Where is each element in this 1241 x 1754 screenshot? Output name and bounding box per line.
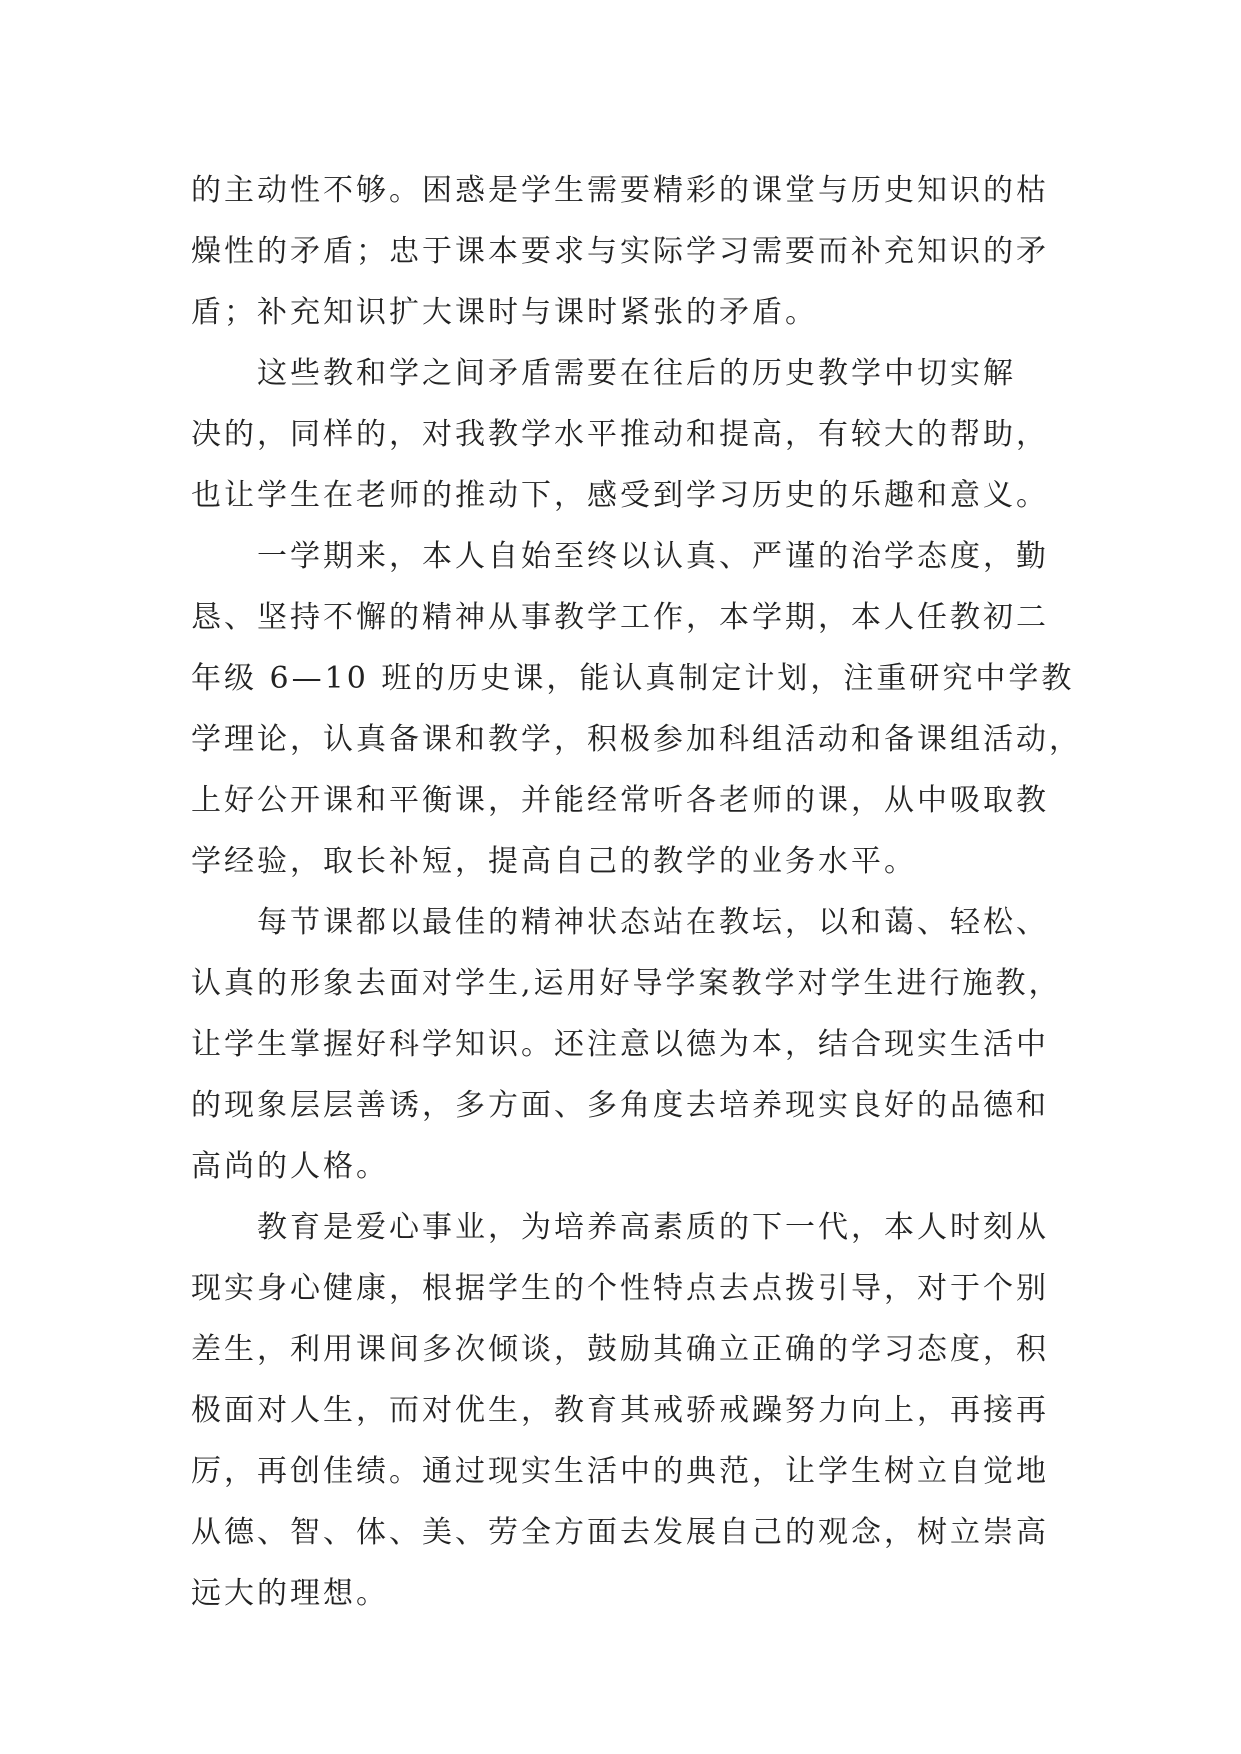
- text-line: 让学生掌握好科学知识。还注意以德为本，结合现实生活中: [191, 1027, 1049, 1062]
- text-line: 认真的形象去面对学生,运用好导学案教学对学生进行施教，: [191, 966, 1062, 1001]
- text-line: 学经验，取长补短，提高自己的教学的业务水平。: [191, 844, 917, 879]
- text-line: 恳、坚持不懈的精神从事教学工作，本学期，本人任教初二: [191, 600, 1049, 635]
- text-line: 极面对人生，而对优生，教育其戒骄戒躁努力向上，再接再: [191, 1393, 1049, 1428]
- text-line: 也让学生在老师的推动下，感受到学习历史的乐趣和意义。: [191, 478, 1049, 513]
- text-line: 决的，同样的，对我教学水平推动和提高，有较大的帮助，: [191, 417, 1049, 452]
- text-line: 远大的理想。: [191, 1576, 389, 1611]
- paragraph-1: [191, 160, 1051, 343]
- text-line: 学理论，认真备课和教学，积极参加科组活动和备课组活动，: [191, 722, 1082, 757]
- text-line: 差生，利用课间多次倾谈，鼓励其确立正确的学习态度，积: [191, 1332, 1049, 1367]
- text-line: 这些教和学之间矛盾需要在往后的历史教学中切实解: [257, 356, 1016, 391]
- text-line: 高尚的人格。: [191, 1149, 389, 1184]
- text-line: 从德、智、体、美、劳全方面去发展自己的观念，树立崇高: [191, 1515, 1049, 1550]
- text-line: 的主动性不够。困惑是学生需要精彩的课堂与历史知识的枯: [191, 173, 1049, 208]
- text-line: 盾；补充知识扩大课时与课时紧张的矛盾。: [191, 295, 818, 330]
- paragraph-4: [191, 892, 1062, 1197]
- text-line: 的现象层层善诱，多方面、多角度去培养现实良好的品德和: [191, 1088, 1049, 1123]
- text-line: 厉，再创佳绩。通过现实生活中的典范，让学生树立自觉地: [191, 1454, 1049, 1489]
- text-line: 燥性的矛盾；忠于课本要求与实际学习需要而补充知识的矛: [191, 234, 1049, 269]
- paragraph-3: [191, 526, 1082, 892]
- text-line: 年级 6—10 班的历史课，能认真制定计划，注重研究中学教: [191, 661, 1075, 696]
- text-line: 现实身心健康，根据学生的个性特点去点拨引导，对于个别: [191, 1271, 1049, 1306]
- text-line: 教育是爱心事业，为培养高素质的下一代，本人时刻从: [257, 1210, 1049, 1245]
- body-text: [191, 160, 1082, 1624]
- paragraph-5: [191, 1197, 1051, 1624]
- text-line: 每节课都以最佳的精神状态站在教坛，以和蔼、轻松、: [257, 905, 1049, 940]
- text-line: 一学期来，本人自始至终以认真、严谨的治学态度，勤: [257, 539, 1049, 574]
- paragraph-2: [191, 343, 1051, 526]
- text-line: 上好公开课和平衡课，并能经常听各老师的课，从中吸取教: [191, 783, 1049, 818]
